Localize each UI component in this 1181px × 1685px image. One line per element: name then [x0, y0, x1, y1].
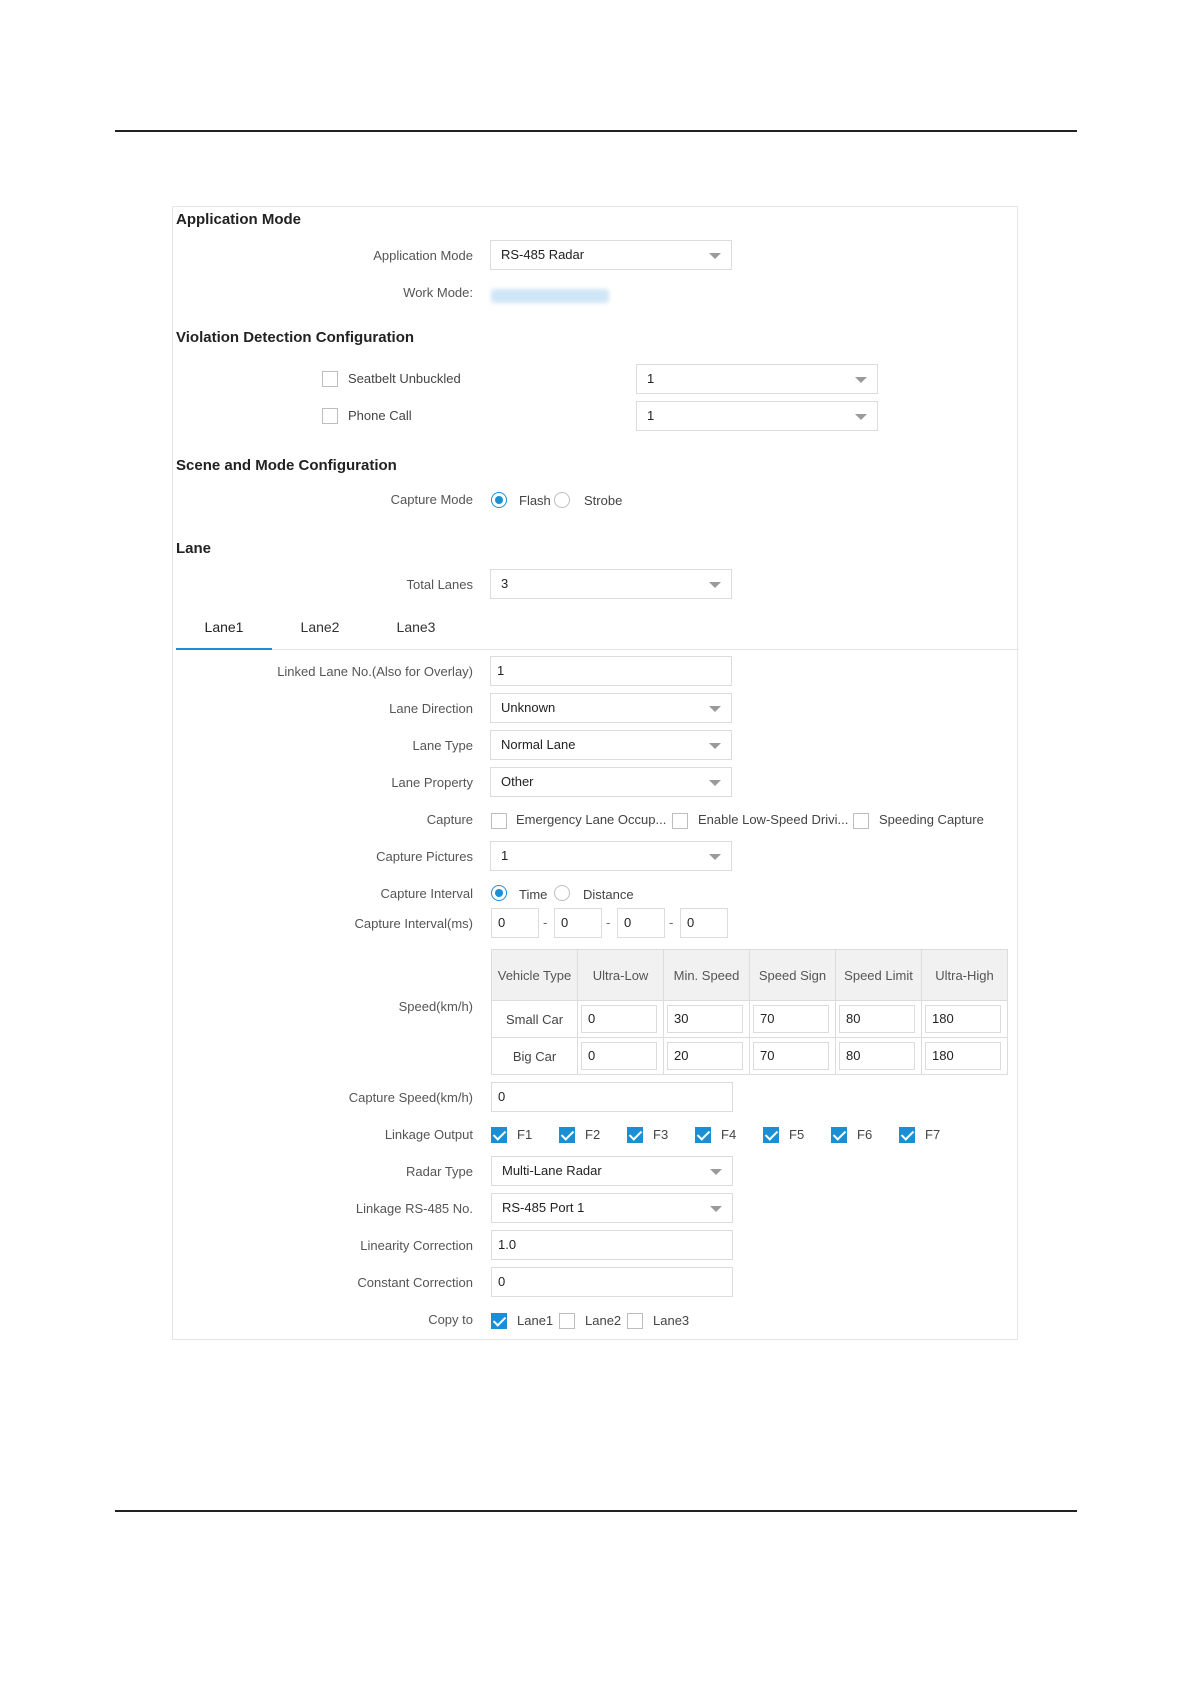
table-cell	[664, 1038, 750, 1075]
linkage-f6-label: F6	[857, 1127, 873, 1142]
vehicle-type-cell: Small Car	[492, 1001, 578, 1038]
capture-interval-label: Capture Interval	[380, 886, 473, 901]
capture-pictures-label: Capture Pictures	[376, 849, 473, 864]
lane-direction-select[interactable]	[490, 693, 732, 723]
emergency-lane-label: Emergency Lane Occup...	[516, 812, 667, 827]
chevron-down-icon	[710, 1206, 722, 1212]
copy-lane3-label: Lane3	[653, 1313, 690, 1328]
linkage-f4-checkbox[interactable]	[695, 1127, 711, 1143]
tab-lane2[interactable]: Lane2	[300, 619, 340, 635]
chevron-down-icon	[709, 582, 721, 588]
copy-to-label: Copy to	[428, 1312, 473, 1327]
radar-type-select[interactable]	[491, 1156, 733, 1186]
section-lane: Lane	[176, 540, 212, 557]
strobe-label: Strobe	[584, 493, 623, 508]
chevron-down-icon	[709, 780, 721, 786]
table-row	[492, 1001, 1008, 1038]
table-cell	[578, 1001, 664, 1038]
speed-input[interactable]: 70	[753, 1042, 829, 1070]
top-rule	[115, 130, 1077, 132]
lane-property-value: Other	[501, 774, 534, 789]
lane-direction-value: Unknown	[501, 700, 556, 715]
speed-label: Speed(km/h)	[398, 999, 473, 1014]
chevron-down-icon	[709, 706, 721, 712]
radar-type-value: Multi-Lane Radar	[502, 1163, 602, 1178]
flash-label: Flash	[519, 493, 551, 508]
table-cell	[922, 1001, 1008, 1038]
phone-call-checkbox[interactable]	[322, 408, 338, 424]
interval-separator: -	[669, 915, 674, 930]
work-mode-value-blurred	[491, 289, 609, 303]
tab-lane1[interactable]: Lane1	[204, 619, 244, 635]
capture-label: Capture	[426, 812, 473, 827]
copy-lane2-label: Lane2	[585, 1313, 622, 1328]
lane-type-select[interactable]	[490, 730, 732, 760]
capture-pictures-value: 1	[501, 848, 509, 863]
total-lanes-select[interactable]	[490, 569, 732, 599]
interval-ms-input-2[interactable]: 0	[554, 908, 602, 938]
linkage-output-label: Linkage Output	[384, 1127, 473, 1142]
linearity-correction-label: Linearity Correction	[360, 1238, 473, 1253]
bottom-rule	[115, 1510, 1077, 1512]
linkage-f1-label: F1	[517, 1127, 533, 1142]
rs485-label: Linkage RS-485 No.	[355, 1201, 473, 1216]
capture-pictures-select[interactable]	[490, 841, 732, 871]
lane-type-value: Normal Lane	[501, 737, 576, 752]
application-mode-label: Application Mode	[373, 248, 473, 263]
speed-header-cell: Speed Limit	[836, 950, 922, 1001]
speed-input[interactable]: 80	[839, 1042, 915, 1070]
phone-call-value: 1	[647, 408, 655, 423]
linkage-f6-checkbox[interactable]	[831, 1127, 847, 1143]
low-speed-checkbox[interactable]	[672, 813, 688, 829]
vehicle-type-cell: Big Car	[492, 1038, 578, 1075]
rs485-select[interactable]	[491, 1193, 733, 1223]
linkage-f4-label: F4	[721, 1127, 737, 1142]
speed-input[interactable]: 0	[581, 1042, 657, 1070]
lane-property-label: Lane Property	[391, 775, 473, 790]
emergency-lane-checkbox[interactable]	[491, 813, 507, 829]
interval-time-radio[interactable]	[491, 885, 507, 901]
tab-lane3[interactable]: Lane3	[396, 619, 436, 635]
lane-property-select[interactable]	[490, 767, 732, 797]
strobe-radio[interactable]	[554, 492, 570, 508]
table-cell	[750, 1001, 836, 1038]
linkage-f5-label: F5	[789, 1127, 805, 1142]
linkage-f3-label: F3	[653, 1127, 669, 1142]
interval-distance-radio[interactable]	[554, 885, 570, 901]
speed-input[interactable]: 180	[925, 1005, 1001, 1033]
linkage-f2-checkbox[interactable]	[559, 1127, 575, 1143]
speed-table	[491, 949, 1008, 1075]
speeding-checkbox[interactable]	[853, 813, 869, 829]
seatbelt-value: 1	[647, 371, 655, 386]
interval-separator: -	[606, 915, 611, 930]
application-mode-value: RS-485 Radar	[501, 247, 585, 262]
speed-input[interactable]: 180	[925, 1042, 1001, 1070]
chevron-down-icon	[855, 414, 867, 420]
speed-table-header	[492, 950, 1008, 1001]
seatbelt-select[interactable]	[636, 364, 878, 394]
speed-input[interactable]: 70	[753, 1005, 829, 1033]
interval-ms-input-3[interactable]: 0	[617, 908, 665, 938]
chevron-down-icon	[709, 854, 721, 860]
copy-lane1-label: Lane1	[517, 1313, 554, 1328]
speed-header-cell: Min. Speed	[664, 950, 750, 1001]
interval-time-label: Time	[519, 887, 548, 902]
chevron-down-icon	[709, 253, 721, 259]
config-panel	[172, 206, 1018, 1340]
section-scene-mode: Scene and Mode Configuration	[176, 457, 397, 474]
tab-divider	[176, 649, 1019, 650]
interval-ms-input-4[interactable]: 0	[680, 908, 728, 938]
flash-radio[interactable]	[491, 492, 507, 508]
table-cell	[664, 1001, 750, 1038]
copy-lane1-checkbox[interactable]	[491, 1313, 507, 1329]
interval-separator: -	[543, 915, 548, 930]
capture-speed-label: Capture Speed(km/h)	[348, 1090, 473, 1105]
table-cell	[922, 1038, 1008, 1075]
active-tab-indicator	[176, 648, 272, 650]
linkage-f5-checkbox[interactable]	[763, 1127, 779, 1143]
phone-call-label: Phone Call	[348, 408, 412, 423]
table-cell	[836, 1038, 922, 1075]
capture-mode-label: Capture Mode	[390, 492, 473, 507]
speed-header-cell: Ultra-High	[922, 950, 1008, 1001]
chevron-down-icon	[709, 743, 721, 749]
rs485-value: RS-485 Port 1	[502, 1200, 585, 1215]
speed-input[interactable]: 0	[581, 1005, 657, 1033]
linkage-f7-label: F7	[925, 1127, 941, 1142]
linkage-f2-label: F2	[585, 1127, 601, 1142]
copy-lane3-checkbox[interactable]	[627, 1313, 643, 1329]
speed-input[interactable]: 30	[667, 1005, 743, 1033]
speed-input[interactable]: 80	[839, 1005, 915, 1033]
capture-speed-input[interactable]: 0	[491, 1082, 733, 1112]
seatbelt-label: Seatbelt Unbuckled	[348, 371, 461, 386]
linkage-f1-checkbox[interactable]	[491, 1127, 507, 1143]
phone-call-select[interactable]	[636, 401, 878, 431]
constant-correction-input[interactable]: 0	[491, 1267, 733, 1297]
speed-header-cell: Ultra-Low	[578, 950, 664, 1001]
radar-type-label: Radar Type	[406, 1164, 473, 1179]
speeding-label: Speeding Capture	[879, 812, 984, 827]
table-cell	[836, 1001, 922, 1038]
chevron-down-icon	[855, 377, 867, 383]
interval-ms-input-1[interactable]: 0	[491, 908, 539, 938]
copy-lane2-checkbox[interactable]	[559, 1313, 575, 1329]
interval-distance-label: Distance	[583, 887, 634, 902]
speed-header-cell: Speed Sign	[750, 950, 836, 1001]
section-application-mode: Application Mode	[176, 211, 301, 228]
linkage-f3-checkbox[interactable]	[627, 1127, 643, 1143]
chevron-down-icon	[710, 1169, 722, 1175]
table-cell	[578, 1038, 664, 1075]
lane-direction-label: Lane Direction	[389, 701, 473, 716]
speed-header-cell: Vehicle Type	[492, 950, 578, 1001]
linearity-correction-input[interactable]: 1.0	[491, 1230, 733, 1260]
linked-lane-label: Linked Lane No.(Also for Overlay)	[277, 664, 473, 679]
lane-type-label: Lane Type	[412, 738, 473, 753]
linked-lane-input[interactable]: 1	[490, 656, 732, 686]
capture-interval-ms-label: Capture Interval(ms)	[354, 916, 473, 931]
work-mode-label: Work Mode:	[403, 285, 473, 300]
application-mode-select[interactable]	[490, 240, 732, 270]
constant-correction-label: Constant Correction	[357, 1275, 473, 1290]
speed-input[interactable]: 20	[667, 1042, 743, 1070]
total-lanes-label: Total Lanes	[406, 577, 473, 592]
linkage-f7-checkbox[interactable]	[899, 1127, 915, 1143]
low-speed-label: Enable Low-Speed Drivi...	[698, 812, 849, 827]
table-row	[492, 1038, 1008, 1075]
section-violation-detection: Violation Detection Configuration	[176, 329, 415, 346]
table-cell	[750, 1038, 836, 1075]
total-lanes-value: 3	[501, 576, 509, 591]
seatbelt-checkbox[interactable]	[322, 371, 338, 387]
